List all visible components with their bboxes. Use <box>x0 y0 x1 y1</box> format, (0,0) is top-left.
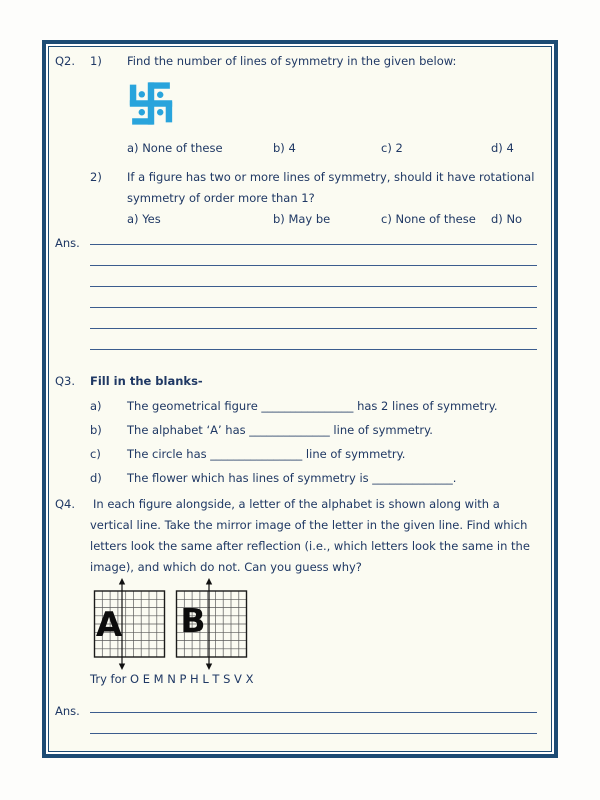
q3-item-c-row <box>49 444 551 468</box>
q2-2-option-d: d) No <box>491 212 523 226</box>
q4-answer-label: Ans. <box>55 704 80 718</box>
q3-header-row <box>49 371 551 392</box>
q4-figures <box>93 578 551 670</box>
q2-item1-number: 1) <box>90 54 102 68</box>
q4-row <box>49 494 551 578</box>
letter-grid-figure-a <box>93 578 167 670</box>
q3-item-d-row <box>49 468 551 492</box>
q3-item-a-text: The geometrical figure ________________ has 2 lines of symmetry. <box>127 399 498 413</box>
q2-2-option-a: a) Yes <box>127 212 161 226</box>
q2-1-option-a: a) None of these <box>127 141 223 155</box>
grid-letter-a: A <box>95 605 123 645</box>
answer-line <box>90 287 537 308</box>
q2-1-option-b: b) 4 <box>273 141 296 155</box>
answer-line <box>90 713 537 734</box>
arrow-down-icon <box>206 664 212 671</box>
arrow-down-icon <box>119 664 125 671</box>
q3-item-c-text: The circle has ________________ line of symmetry. <box>127 447 406 461</box>
q3-item-b-text: The alphabet ‘A’ has ______________ line of symmetry. <box>127 423 433 437</box>
q3-item-b-number: b) <box>90 423 102 437</box>
q2-item1-text: Find the number of lines of symmetry in the given below: <box>127 54 457 68</box>
swastika-icon <box>128 78 174 129</box>
q2-item2-number: 2) <box>90 170 102 184</box>
q3-item-a-row <box>49 396 551 420</box>
q4-label: Q4. <box>55 497 76 511</box>
page-border-inner <box>48 46 552 752</box>
answer-line <box>90 308 537 329</box>
answer-line <box>90 734 537 752</box>
q2-1-option-c: c) 2 <box>381 141 403 155</box>
q3-item-d-number: d) <box>90 471 102 485</box>
q2-answer-label: Ans. <box>55 236 80 250</box>
try-for-text: Try for O E M N P H L T S V X <box>90 672 254 686</box>
grid-letter-b: B <box>180 601 206 640</box>
q2-2-option-b: b) May be <box>273 212 331 226</box>
q3-item-c-number: c) <box>90 447 101 461</box>
page-border-outer <box>42 40 558 758</box>
answer-line <box>90 235 537 245</box>
answer-line <box>90 703 537 713</box>
q2-label: Q2. <box>55 54 76 68</box>
q2-item1-options <box>49 141 551 158</box>
letter-grid-figure-b <box>175 578 249 670</box>
answer-line <box>90 329 537 350</box>
q2-answer-lines <box>90 235 537 350</box>
answer-line <box>90 266 537 287</box>
q4-answer-block <box>49 703 551 752</box>
q4-answer-lines <box>90 703 537 752</box>
q3-item-a-number: a) <box>90 399 102 413</box>
q2-1-option-d: d) 4 <box>491 141 514 155</box>
q2-item2-text: If a figure has two or more lines of symmetry, should it have rotational symmetry of order more than 1? <box>127 170 535 205</box>
q3-item-d-text: The flower which has lines of symmetry is ______________. <box>127 471 457 485</box>
q2-item2-row <box>49 167 551 209</box>
q3-label: Q3. <box>55 374 76 388</box>
q2-item2-options <box>49 212 551 229</box>
symmetry-figure <box>128 78 551 130</box>
q2-2-option-c: c) None of these <box>381 212 476 226</box>
q2-answer-block <box>49 235 551 350</box>
q3-title: Fill in the blanks- <box>90 374 203 388</box>
q3-item-b-row <box>49 420 551 444</box>
answer-line <box>90 245 537 266</box>
q2-item1-row <box>49 51 551 72</box>
arrow-up-icon <box>119 578 125 585</box>
q4-text: In each figure alongside, a letter of the alphabet is shown along with a vertical line. Take the mirror image of the letter in the given line. Find which letters look the same after reflection (i.e., which letters look the same in the image), and which do not. Can you guess why? <box>90 497 530 574</box>
q3-items <box>49 396 551 492</box>
arrow-up-icon <box>206 578 212 585</box>
